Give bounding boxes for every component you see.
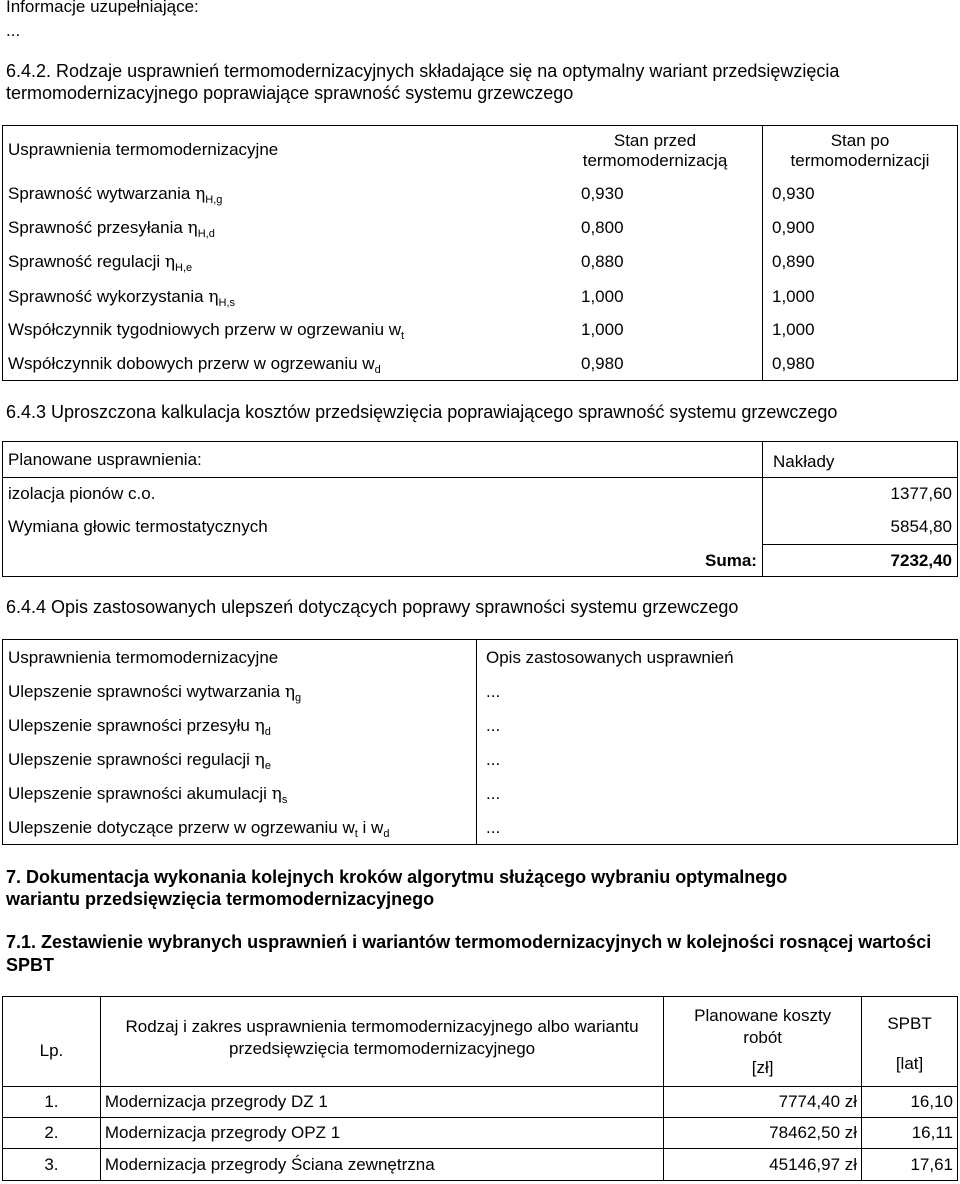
efficiency-row-after: 0,980 — [772, 354, 815, 373]
description-row-desc: ... — [486, 716, 501, 735]
description-row-label-text: Ulepszenie sprawności regulacji — [8, 750, 255, 769]
efficiency-header-before-l2: termomodernizacją — [582, 151, 728, 170]
section-642-title-line1: 6.4.2. Rodzaje usprawnień termomodernizacyjnych składające się na optymalny wariant przedsięwzięcia — [6, 61, 840, 81]
efficiency-row-subscript: d — [374, 364, 381, 376]
variants-header-row — [3, 997, 958, 1087]
variants-header-lp: Lp. — [3, 997, 101, 1087]
info-value: ... — [6, 21, 21, 40]
variants-header-cost-unit: [zł] — [751, 1057, 774, 1077]
variants-row — [3, 1149, 958, 1181]
variants-row-lp: 3. — [3, 1149, 101, 1181]
efficiency-row-before: 1,000 — [581, 320, 624, 339]
variants-row-lp: 1. — [3, 1087, 101, 1118]
section-7-title-line2: wariantu przedsięwzięcia termomodernizacyjnego — [6, 889, 435, 909]
variants-row-desc: Modernizacja przegrody OPZ 1 — [100, 1118, 663, 1149]
efficiency-row-after: 0,930 — [772, 184, 815, 203]
description-row-breaks-label-a: Ulepszenie dotyczące przerw w ogrzewaniu w — [8, 818, 355, 837]
section-643-title: 6.4.3 Uproszczona kalkulacja kosztów przedsięwzięcia poprawiającego sprawność systemu grzewczego — [6, 402, 838, 422]
efficiency-row-after: 0,890 — [772, 252, 815, 271]
description-row-breaks-sub-t: t — [354, 828, 358, 840]
efficiency-row-label — [8, 320, 404, 342]
efficiency-table-divider — [762, 125, 763, 381]
description-table — [2, 639, 958, 845]
efficiency-row-after: 1,000 — [772, 287, 815, 306]
cost-sum-line — [762, 544, 958, 545]
description-row-subscript: e — [264, 760, 271, 772]
efficiency-row-label-text: Sprawność wykorzystania — [8, 287, 209, 306]
eta-symbol: η — [164, 252, 176, 272]
efficiency-row-label — [8, 218, 215, 240]
section-71-title-line2: SPBT — [6, 955, 55, 975]
cost-row-value: 5854,80 — [890, 517, 952, 536]
eta-symbol: η — [254, 716, 265, 736]
efficiency-row-label — [8, 287, 235, 309]
description-row-label-text: Ulepszenie sprawności akumulacji — [8, 784, 272, 803]
efficiency-header-improvements: Usprawnienia termomodernizacyjne — [8, 140, 279, 159]
efficiency-row-subscript: H,s — [218, 297, 235, 309]
variants-row-cost: 7774,40 zł — [664, 1087, 862, 1118]
variants-table — [2, 996, 958, 1181]
variants-row-desc: Modernizacja przegrody DZ 1 — [100, 1087, 663, 1118]
variants-row-spbt: 16,10 — [862, 1087, 958, 1118]
efficiency-row-before: 0,980 — [581, 354, 624, 373]
eta-symbol: η — [271, 784, 282, 804]
efficiency-row-before: 0,800 — [581, 218, 624, 237]
efficiency-row-subscript: t — [401, 330, 405, 342]
efficiency-row-label-text: Współczynnik tygodniowych przerw w ogrzewaniu w — [8, 320, 402, 339]
description-row-breaks — [8, 818, 389, 840]
variants-header-cost-l2: robót — [743, 1027, 783, 1047]
variants-header-cost — [664, 997, 862, 1087]
efficiency-row-label-text: Sprawność wytwarzania — [8, 184, 196, 203]
efficiency-row-subscript: H,e — [175, 262, 193, 274]
efficiency-row-label — [8, 252, 192, 274]
cost-row-value: 1377,60 — [890, 484, 952, 503]
description-row-label — [8, 784, 287, 806]
description-row-desc: ... — [486, 682, 501, 701]
efficiency-row-label-text: Współczynnik dobowych przerw w ogrzewaniu w — [8, 354, 375, 373]
efficiency-header-before-l1: Stan przed — [613, 131, 697, 150]
efficiency-row-label — [8, 354, 381, 376]
efficiency-row-before: 1,000 — [581, 287, 624, 306]
eta-symbol: η — [254, 750, 265, 770]
variants-row-desc: Modernizacja przegrody Ściana zewnętrzna — [100, 1149, 663, 1181]
description-row-desc: ... — [486, 750, 501, 769]
variants-header-spbt — [862, 997, 958, 1087]
efficiency-row-label-text: Sprawność regulacji — [8, 252, 165, 271]
description-row-label-text: Ulepszenie sprawności wytwarzania — [8, 682, 285, 701]
section-71-title-line1: 7.1. Zestawienie wybranych usprawnień i wariantów termomodernizacyjnych w kolejności rosnącej wartości — [6, 932, 932, 952]
variants-header-desc — [100, 997, 663, 1087]
efficiency-row-subscript: H,g — [205, 194, 223, 206]
efficiency-header-after-l1: Stan po — [830, 131, 890, 150]
cost-table-divider — [762, 441, 763, 577]
section-644-title: 6.4.4 Opis zastosowanych ulepszeń dotyczących poprawy sprawności systemu grzewczego — [6, 597, 739, 617]
efficiency-row-label-text: Sprawność przesyłania — [8, 218, 188, 237]
variants-header-desc-l1: Rodzaj i zakres usprawnienia termomodernizacyjnego albo wariantu — [125, 1016, 639, 1036]
efficiency-header-after-l2: termomodernizacji — [790, 151, 930, 170]
description-row-breaks-desc: ... — [486, 818, 501, 837]
description-table-divider — [476, 639, 477, 845]
variants-header-cost-l1: Planowane koszty — [694, 1005, 832, 1025]
cost-header-planned: Planowane usprawnienia: — [8, 450, 202, 469]
efficiency-row-before: 0,930 — [581, 184, 624, 203]
description-row-desc: ... — [486, 784, 501, 803]
description-row-label-text: Ulepszenie sprawności przesyłu — [8, 716, 255, 735]
description-row-label — [8, 682, 301, 704]
variants-row-cost: 78462,50 zł — [664, 1118, 862, 1149]
description-row-label — [8, 716, 271, 738]
cost-sum-label: Suma: — [705, 551, 757, 570]
variants-row — [3, 1118, 958, 1149]
variants-row-spbt: 17,61 — [862, 1149, 958, 1181]
cost-row-label: Wymiana głowic termostatycznych — [8, 517, 268, 536]
variants-row — [3, 1087, 958, 1118]
description-row-subscript: s — [281, 794, 288, 806]
variants-header-spbt-label: SPBT — [887, 1013, 932, 1033]
description-row-breaks-label-b: i w — [357, 818, 384, 837]
variants-row-lp: 2. — [3, 1118, 101, 1149]
efficiency-row-label — [8, 184, 222, 206]
eta-symbol: η — [187, 218, 198, 238]
efficiency-row-after: 0,900 — [772, 218, 815, 237]
variants-header-desc-l2: przedsięwzięcia termomodernizacyjnego — [228, 1038, 536, 1058]
efficiency-row-before: 0,880 — [581, 252, 624, 271]
efficiency-row-subscript: H,d — [197, 228, 215, 240]
eta-symbol: η — [284, 682, 296, 702]
variants-row-cost: 45146,97 zł — [664, 1149, 862, 1181]
cost-header-outlays: Nakłady — [773, 452, 835, 471]
description-header-descriptions: Opis zastosowanych usprawnień — [486, 648, 734, 667]
cost-sum-value: 7232,40 — [890, 551, 952, 570]
description-row-breaks-sub-d: d — [383, 828, 390, 840]
info-label: Informacje uzupełniające: — [6, 0, 199, 16]
efficiency-row-after: 1,000 — [772, 320, 815, 339]
variants-row-spbt: 16,11 — [862, 1118, 958, 1149]
variants-header-spbt-unit: [lat] — [895, 1053, 924, 1073]
eta-symbol: η — [208, 287, 219, 307]
description-row-subscript: d — [264, 726, 271, 738]
description-row-label — [8, 750, 271, 772]
cost-table-header-line — [2, 477, 958, 478]
description-header-improvements: Usprawnienia termomodernizacyjne — [8, 648, 279, 667]
eta-symbol: η — [195, 184, 206, 204]
section-7-title-line1: 7. Dokumentacja wykonania kolejnych kroków algorytmu służącego wybraniu optymalnego — [6, 867, 788, 887]
section-642-title-line2: termomodernizacyjnego poprawiające sprawność systemu grzewczego — [6, 83, 574, 103]
description-row-subscript: g — [295, 692, 302, 704]
cost-row-label: izolacja pionów c.o. — [8, 484, 156, 503]
